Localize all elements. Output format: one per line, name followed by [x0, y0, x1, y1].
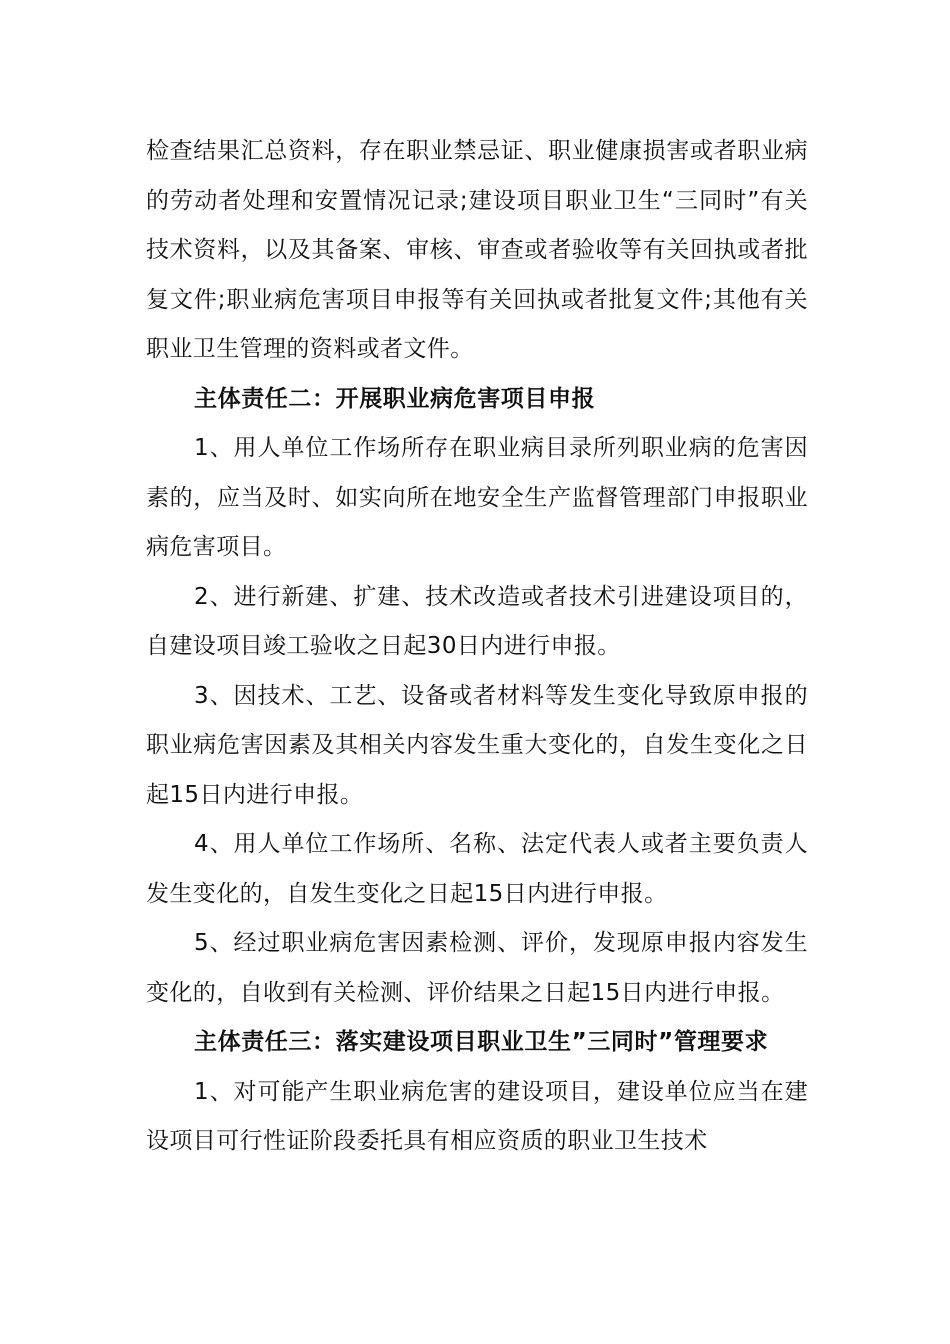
paragraph-item-1-construction: 1、对可能产生职业病危害的建设项目，建设单位应当在建设项目可行性证阶段委托具有相应资质的职业卫生技术 — [146, 1078, 808, 1154]
paragraph-item-1: 1、用人单位工作场所存在职业病目录所列职业病的危害因素的，应当及时、如实向所在地安全生产监督管理部门申报职业病危害项目。 — [146, 435, 808, 560]
heading-responsibility-two: 主体责任二：开展职业病危害项目申报 — [194, 385, 596, 412]
paragraph-item-3: 3、因技术、工艺、设备或者材料等发生变化导致原申报的职业病危害因素及其相关内容发生重大变化的，自发生变化之日起15日内进行申报。 — [146, 682, 808, 808]
paragraph-item-5: 5、经过职业病危害因素检测、评价，发现原申报内容发生变化的，自收到有关检测、评价结果之日起15日内进行申报。 — [146, 930, 808, 1006]
paragraph-item-4: 4、用人单位工作场所、名称、法定代表人或者主要负责人发生变化的，自发生变化之日起15日内进行申报。 — [146, 831, 808, 907]
heading-responsibility-three: 主体责任三：落实建设项目职业卫生”三同时”管理要求 — [194, 1029, 769, 1055]
paragraph-item-2: 2、进行新建、扩建、技术改造或者技术引进建设项目的，自建设项目竣工验收之日起30日内进行申报。 — [146, 583, 808, 659]
document-page — [146, 127, 808, 1167]
paragraph-records-list: 检查结果汇总资料，存在职业禁忌证、职业健康损害或者职业病的劳动者处理和安置情况记录;建设项目职业卫生“三同时”有关技术资料，以及其备案、审核、审查或者验收等有关回执或者批复文件;职业病危害项目申报等有关回执或者批复文件;其他有关职业卫生管理的资料或者文件。 — [146, 138, 808, 362]
